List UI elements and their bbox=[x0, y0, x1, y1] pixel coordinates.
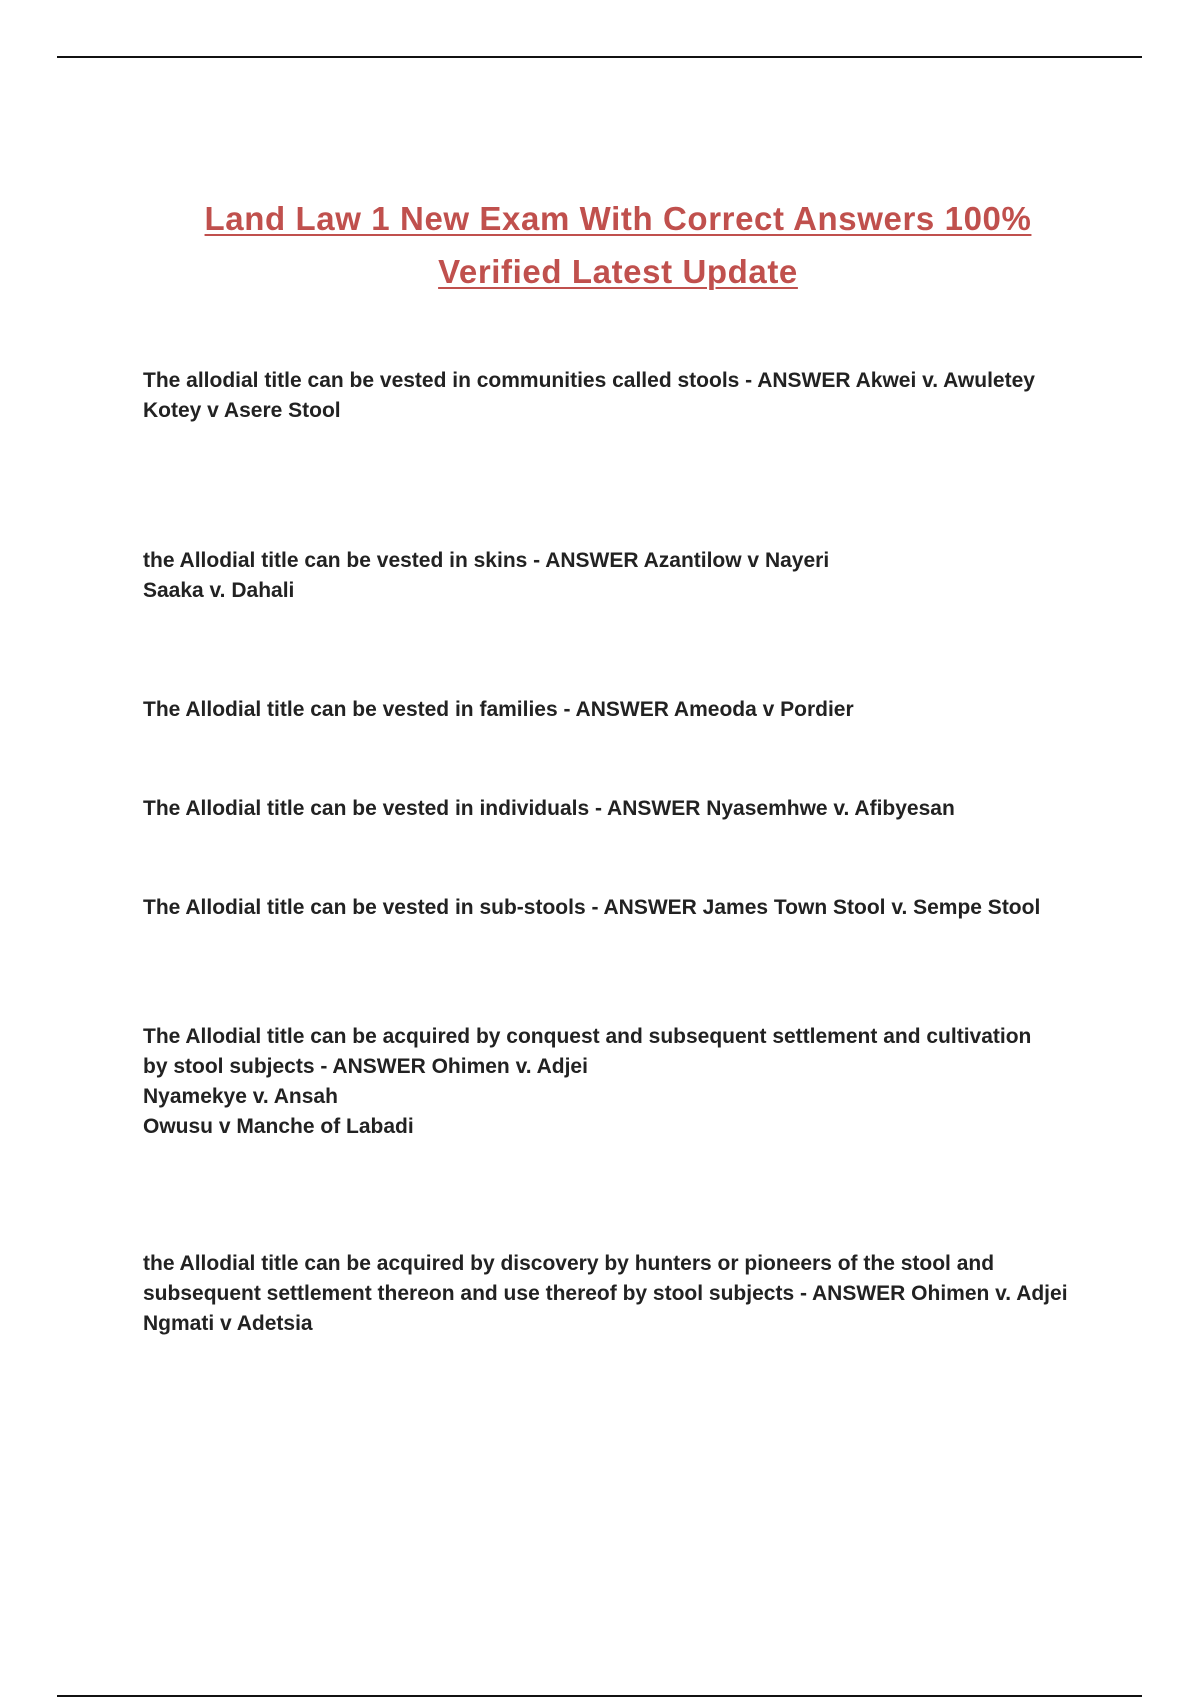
question-text: The Allodial title can be vested in sub-stools - ANSWER James Town Stool v. Sempe Stool bbox=[143, 896, 1041, 919]
qa-entry bbox=[143, 794, 1083, 824]
question-text: The Allodial title can be acquired by conquest and subsequent settlement and cultivation by stool subjects - ANSWER Ohimen v. Adjei bbox=[143, 1025, 1032, 1078]
extra-case: Kotey v Asere Stool bbox=[143, 399, 341, 422]
qa-entry bbox=[143, 546, 1083, 606]
title-line-1: Land Law 1 New Exam With Correct Answers 100% bbox=[204, 200, 1032, 237]
question-text: the Allodial title can be acquired by discovery by hunters or pioneers of the stool and subsequent settlement thereon and use thereof by stool subjects - ANSWER Ohimen v. Adjei bbox=[143, 1252, 1068, 1305]
extra-case: Nyamekye v. Ansah bbox=[143, 1085, 338, 1108]
extra-case: Saaka v. Dahali bbox=[143, 579, 295, 602]
extra-case: Ngmati v Adetsia bbox=[143, 1312, 313, 1335]
qa-entry bbox=[143, 1249, 1083, 1339]
document-title bbox=[100, 192, 1136, 298]
bottom-rule bbox=[57, 1695, 1142, 1697]
qa-entry bbox=[143, 695, 1083, 725]
question-text: The allodial title can be vested in communities called stools - ANSWER Akwei v. Awuletey bbox=[143, 369, 1035, 392]
qa-entry bbox=[143, 366, 1083, 426]
top-rule bbox=[57, 56, 1142, 58]
title-line-2: Verified Latest Update bbox=[438, 253, 798, 290]
qa-entry bbox=[143, 1022, 1043, 1142]
question-text: The Allodial title can be vested in individuals - ANSWER Nyasemhwe v. Afibyesan bbox=[143, 797, 955, 820]
qa-entry bbox=[143, 893, 1063, 923]
question-text: the Allodial title can be vested in skins - ANSWER Azantilow v Nayeri bbox=[143, 549, 830, 572]
extra-case: Owusu v Manche of Labadi bbox=[143, 1115, 414, 1138]
question-text: The Allodial title can be vested in families - ANSWER Ameoda v Pordier bbox=[143, 698, 854, 721]
